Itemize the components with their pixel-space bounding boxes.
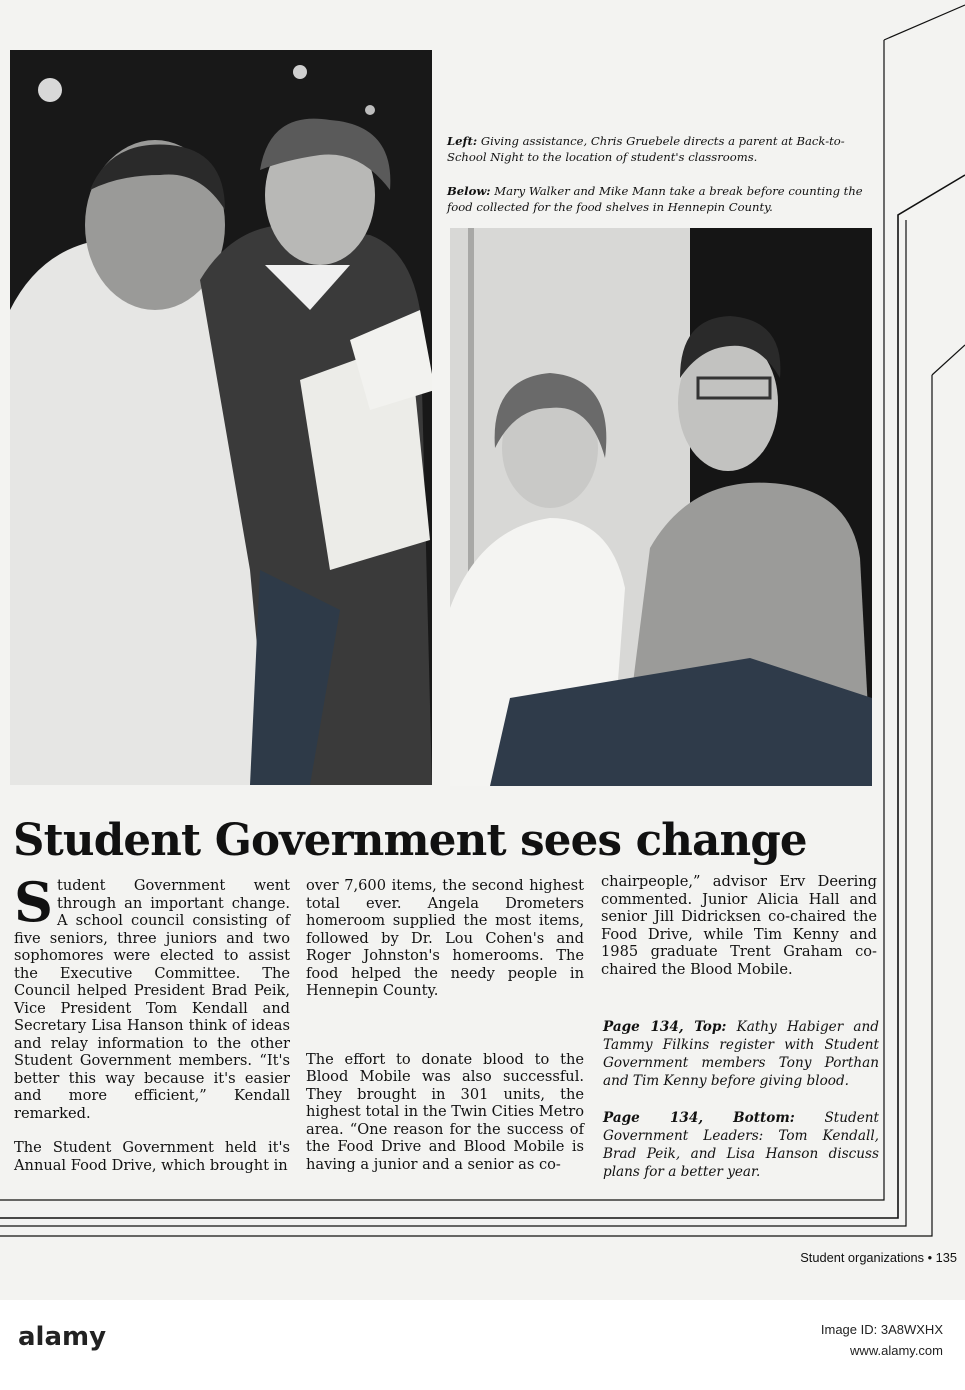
caption-left-label: Left: xyxy=(447,134,478,148)
caption-below-label: Below: xyxy=(447,184,491,198)
photo-right-illustration xyxy=(450,228,872,786)
page-134-top-label: Page 134, Top: xyxy=(603,1019,727,1035)
page-134-bottom-text: Student Government Leaders: Tom Kendall, Brad Peik, and Lisa Hanson discuss plans for a better year. xyxy=(603,1110,879,1180)
page-134-bottom-label: Page 134, Bottom: xyxy=(603,1110,795,1126)
article-column-3 xyxy=(601,873,877,978)
brand-url: www.alamy.com xyxy=(850,1343,943,1358)
page-134-top-caption xyxy=(603,1018,879,1090)
column-1-paragraph-1: tudent Government went through an important change. A school council consisting of five seniors, three juniors and two sophomores were elected to assist the Executive Committee. The Council helped President Brad Peik, Vice President Tom Kendall and Secretary Lisa Hanson think of ideas and relay information to the other Student Government members. “It's better this way because it's easier and more efficient,” Kendall remarked. xyxy=(14,877,290,1122)
caption-below-text: Mary Walker and Mike Mann take a break before counting the food collected for the food shelves in Hennepin County. xyxy=(447,184,863,214)
photo-back-to-school-night xyxy=(10,50,432,785)
caption-left-photo xyxy=(447,133,879,165)
page-134-bottom-caption xyxy=(603,1109,879,1181)
column-3-paragraph-1: chairpeople,” advisor Erv Deering commented. Junior Alicia Hall and senior Jill Didricksen co-chaired the Food Drive, while Tim Kenny and 1985 graduate Trent Graham co-chaired the Blood Mobile. xyxy=(601,873,877,978)
photo-left-illustration xyxy=(10,50,432,785)
caption-below-photo xyxy=(447,183,879,215)
page-footer: Student organizations • 135 xyxy=(800,1250,957,1265)
watermark-bar xyxy=(0,1300,965,1390)
page-134-top-text: Kathy Habiger and Tammy Filkins register with Student Government members Tony Porthan and Tim Kenny before giving blood. xyxy=(603,1019,879,1089)
caption-left-text: Giving assistance, Chris Gruebele directs a parent at Back-to-School Night to the location of student's classrooms. xyxy=(447,134,845,164)
image-id: Image ID: 3A8WXHX xyxy=(820,1322,943,1337)
column-1-paragraph-2: The Student Government held it's Annual Food Drive, which brought in xyxy=(14,1139,290,1174)
drop-cap: S xyxy=(14,870,53,934)
article-column-2 xyxy=(306,877,584,1173)
article-headline: Student Government sees change xyxy=(13,815,807,866)
column-2-paragraph-1: over 7,600 items, the second highest total ever. Angela Drometers homeroom supplied the most items, followed by Dr. Lou Cohen's and Roger Johnston's homerooms. The food helped the needy people in Hennepin County. xyxy=(306,877,584,999)
article-column-1 xyxy=(14,870,290,1174)
brand-logo: alamy xyxy=(18,1322,107,1352)
article-paragraph xyxy=(14,870,290,1122)
photo-food-drive-break xyxy=(450,228,872,786)
column-2-paragraph-2: The effort to donate blood to the Blood Mobile was also successful. They brought in 301 units, the highest total in the Twin Cities Metro area. “One reason for the success of the Food Drive and Blood Mobile is having a junior and a senior as co- xyxy=(306,1050,584,1173)
